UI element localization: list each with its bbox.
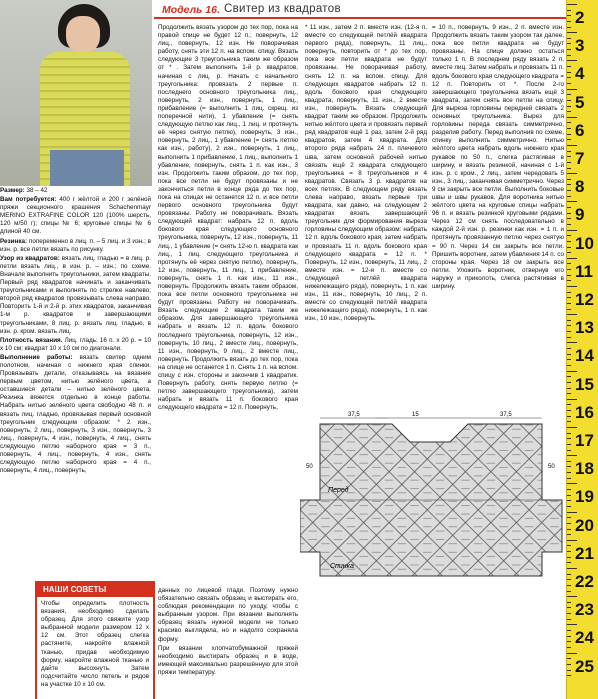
ruler-tick-minor <box>567 359 571 360</box>
schematic-svg <box>300 408 566 584</box>
model-photo <box>0 0 152 186</box>
ruler-tick-minor <box>567 348 571 349</box>
ruler-tick-minor <box>567 156 571 157</box>
ruler-tick-minor <box>567 376 571 377</box>
ruler-number: 3 <box>575 36 585 56</box>
ruler-tick-major <box>567 540 577 541</box>
ruler-tick-minor <box>567 574 571 575</box>
ruler-tick-minor <box>567 607 571 608</box>
ruler-tick-minor <box>567 466 571 467</box>
ruler-tick-minor <box>567 421 571 422</box>
ruler-tick-major <box>567 4 577 5</box>
ruler-tick-minor <box>567 292 571 293</box>
tips-text-block <box>41 600 149 699</box>
ruler-tick-major <box>567 230 577 231</box>
ruler-tick-minor <box>567 613 571 614</box>
ruler-tick-minor <box>567 675 571 676</box>
ruler-tick-major <box>567 173 577 174</box>
ruler-tick-minor <box>567 647 571 648</box>
ruler-tick-minor <box>567 450 571 451</box>
ruler-tick-major <box>567 258 577 259</box>
ruler-tick-major <box>567 314 577 315</box>
ruler-tick-major <box>567 455 577 456</box>
ruler-tick-minor <box>567 139 571 140</box>
ruler-tick-minor <box>567 309 571 310</box>
ruler-tick-minor <box>567 523 571 524</box>
ruler-tick-major <box>567 201 577 202</box>
ruler-number: 10 <box>575 233 594 253</box>
ruler-tick-minor <box>567 213 571 214</box>
ruler-tick-minor <box>567 134 571 135</box>
pattern-label: Узор из квадратов: <box>0 254 60 262</box>
ruler-tick-minor <box>567 128 571 129</box>
label-front: Перед <box>328 487 349 494</box>
ruler-tick-minor <box>567 658 571 659</box>
instructions-column-2 <box>158 24 298 579</box>
ruler-tick-minor <box>567 331 571 332</box>
ruler-tick-minor <box>567 416 571 417</box>
ruler-tick-minor <box>567 562 571 563</box>
ruler-tick-minor <box>567 280 571 281</box>
materials-label: Вам потребуется: <box>0 196 57 204</box>
column-2-text: Продолжить вязать узором до тех пор, пока на правой спице не будет 12 п.; повернуть, 12 лиц., повернуть, 12 изн. Не поворачивая работу, снять эти 12 п. на вспом. спицу. Вязать следующие 3 треугольника таким же образом от * . Затем выполнить 1-й р. квадратов, начиная с лиц. р. Начать с начального треугольника: провязать 2 первые п. последнего основного треугольника лиц., повернуть, 2 изн., повернуть, 1 лиц., прибавление (= выполнить 1 лиц. скрещ. из поперечной нити), 1 убавление (= снять следующую петлю как лиц., 1 лиц. и протянуть её через снятую петлю), повернуть, 3 изн., повернуть, 2 лиц., 1 убавление (= снять петлю как изн., работу), 2 изн., повернуть, 1 лиц., выполнить 1 прибавление, 1 лиц., выполнить 1 убавление, повернуть, снять 1 п. как изн., 3 изн. Продолжить таким образом, до тех пор, пока все петли не будут провязаны и не закончиться петли в конце ряда до тех пор, пока на спицах не останется 12 п. и все петли первого основного треугольника будут провязаны. Работу не поворачивать. Вязать следующий квадрат: набрать 12 п. вдоль бокового края следующего основного треугольника, повернуть, 12 изн., повернуть, 11 лиц., 1 убавление (= снять 12-ю п. квадрата как лиц., 1 лиц. следующего треугольника и протянуть её через снятую петлю), повернуть, 12 изн., повернуть, 11 лиц., 1 прибавление, повернуть, снять 1 п. как изн., 11 изн., повернуть. Продолжить вязать таким образом, пока все петли основного треугольника не будут провязаны. Работу не поворачивать. Вязать следующие 2 квадрата таким же образом. Для завершающего треугольника набрать и вязать 12 п. вдоль бокового последнего треугольника, повернуть, 12 изн., повернуть, 10 лиц., 2 вместе лиц., повернуть, 11 изн., повернуть, 9 лиц., 2 вместе лиц., повернуть. Продолжить вязать до тех пор, пока на спице не останется 1 п. Снять 1 п. на вспом. спицу с изн. стороны и закончив 1 квадратик. Повернуть работу, снять первую петлю (= петлю завершающего треугольника), затем набрать и вязать 11 п. бокового края следующего квадрата = 12 п. Повернуть, <box>158 24 298 412</box>
ruler-tick-minor <box>567 393 571 394</box>
page-header <box>154 0 566 20</box>
model-number: Модель 16. <box>162 4 220 16</box>
ruler-tick-minor <box>567 168 571 169</box>
instructions-column-1: Размер: 38 – 42 Вам потребуется: 400 г жёлтой и 200 г зелёной пряжи секционного крашения Schachenmayr MERINO EXTRAFINE COLOR 120 (100% шерсть, 120 м/50 г); спицы № 6; круговые спицы № 6 длиной 40 см. Резинка: попеременно в лиц. п. – 5 лиц. и 3 изн.; в изн. р. все петли вязать по рисунку. Узор из квадратов: вязать лиц. гладью = в лиц. р. петли вязать лиц., в изн. р. – изн.; по схеме. Вначале выполнить треугольники, затем квадраты. Первый ряд квадратов начинать и заканчивать треугольниками и выполнять по стрелке навлево; второй ряд квадратов провязывать слева направо. Повторить 1-й и 2-й р. этих квадратов, заканчивая 1-м р. квадратов и завершающими треугольниками, 8 лиц. р. вязать лиц. гладью, в изн. р. кром. вязать лиц. Плотность вязания. Лиц. гладь: 16 п. x 20 р. = 10 x 10 см; квадрат 10 x 10 см по диагонали. Выполнение работы: вязать свитер одним полотном, начиная с нижнего края спинки. Провязывать детали, отказываясь на вязание первым цветом, нитью зелёного цвета, а оставшиеся детали – нитью зелёного цвета. Резинка вяжется отдельно в конце работы. Набрать нитью зелёного цвета свободно 48 п. и вязать лиц. гладью, провязывая первый основной треугольник следующим образом: * 2 изн., повернуть, 2 лиц., повернуть, 3 изн., повернуть, 3 лиц., повернуть, 4 изн., повернуть, 4 лиц., снять следующую петлю наборного края = 3 п., повернуть, 4 лиц., повернуть, 4 изн., снять следующую петлю наборного края = 4 п., повернуть, 4 лиц., повернуть, <box>0 187 151 475</box>
instructions-column-4 <box>432 24 564 402</box>
ruler-tick-minor <box>567 664 571 665</box>
ruler-tick-minor <box>567 162 571 163</box>
ruler-tick-major <box>567 286 577 287</box>
ruler-tick-major <box>567 60 577 61</box>
tips-box <box>35 581 155 699</box>
ruler-tick-minor <box>567 320 571 321</box>
ruler-tick-minor <box>567 21 571 22</box>
ruler-tick-major <box>567 342 577 343</box>
ruler-tick-minor <box>567 15 571 16</box>
ruler-number: 16 <box>575 402 594 422</box>
ruler-tick-minor <box>567 529 571 530</box>
ruler-number: 21 <box>575 543 594 563</box>
ruler-number: 2 <box>575 8 585 27</box>
ruler-tick-minor <box>567 235 571 236</box>
ruler-number: 12 <box>575 290 594 309</box>
ruler-tick-major <box>567 512 577 513</box>
ruler-number: 23 <box>575 600 594 620</box>
ruler-tick-minor <box>567 269 571 270</box>
ruler-tick-minor <box>567 72 571 73</box>
ruler-tick-minor <box>567 303 571 304</box>
ruler-tick-minor <box>567 218 571 219</box>
dim-side-1: 50 <box>306 464 313 470</box>
ruler-tick-minor <box>567 297 571 298</box>
ruler-number: 9 <box>575 205 585 225</box>
ruler-tick-minor <box>567 27 571 28</box>
ruler-tick-minor <box>567 247 571 248</box>
ruler-number: 11 <box>575 261 593 281</box>
ruler-tick-minor <box>567 382 571 383</box>
ruler-tick-minor <box>567 478 571 479</box>
tips-title: НАШИ СОВЕТЫ <box>43 585 107 594</box>
ruler-tick-major <box>567 568 577 569</box>
ruler-tick-minor <box>567 619 571 620</box>
dim-top-right: 37,5 <box>500 412 512 418</box>
ruler-tick-minor <box>567 207 571 208</box>
ruler-number: 19 <box>575 487 594 507</box>
ruler-tick-minor <box>567 438 571 439</box>
ruler-number: 13 <box>575 318 594 338</box>
dim-side-2: 50 <box>548 464 555 470</box>
ruler-tick-minor <box>567 122 571 123</box>
ruler-tick-minor <box>567 585 571 586</box>
ruler-tick-major <box>567 399 577 400</box>
ruler-tick-minor <box>567 602 571 603</box>
ruler-tick-minor <box>567 444 571 445</box>
ruler-tick-minor <box>567 224 571 225</box>
ruler-tick-minor <box>567 404 571 405</box>
ruler-number: 14 <box>575 346 594 366</box>
label-back: Спинка <box>330 563 354 570</box>
ruler-tick-minor <box>567 49 571 50</box>
ruler-tick-minor <box>567 557 571 558</box>
ruler-tick-major <box>567 145 577 146</box>
dim-top-left: 37,5 <box>348 412 360 418</box>
ruler-tick-minor <box>567 495 571 496</box>
ruler-tick-minor <box>567 184 571 185</box>
ruler-tick-minor <box>567 591 571 592</box>
ruler-tick-minor <box>567 354 571 355</box>
ruler-tick-minor <box>567 241 571 242</box>
ruler-tick-major <box>567 483 577 484</box>
tips-text: Чтобы определить плотность вязания, необходимо сделать образец. Для этого свяжите узор выбранной модели размером 12 x 12 см. Этот образец слегка растяните, накройте влажной тканью, придав необходимую форму, накройте влажной тканью и дайте высохнуть. Затем подсчитайте число петель и рядов на участке 10 x 10 см. <box>41 600 149 688</box>
bottom-tip-1: данных по лицевой глади. Поэтому нужно обязательно связать образец и выстирать его, соблюдая рекомендации по уходу, чтобы с выбранным узором. При вязании выполнять образец вязать нужной модели не только красиво выглядела, но и надолго сохраняла форму. <box>158 587 298 643</box>
rib-label: Резинка: <box>0 237 28 245</box>
ruler-tick-minor <box>567 55 571 56</box>
ruler-number: 5 <box>575 92 585 112</box>
bottom-tips-continuation <box>158 587 298 699</box>
ruler-tick-major <box>567 653 577 654</box>
schematic-diagram <box>300 408 566 584</box>
ruler-number: 18 <box>575 459 594 479</box>
ruler-number: 25 <box>575 656 594 676</box>
ruler-tick-minor <box>567 275 571 276</box>
ruler-tick-minor <box>567 670 571 671</box>
ruler-number: 20 <box>575 515 594 535</box>
ruler-tick-minor <box>567 506 571 507</box>
ruler-tick-major <box>567 624 577 625</box>
ruler-tick-minor <box>567 641 571 642</box>
ruler-tick-minor <box>567 500 571 501</box>
ruler-tick-minor <box>567 630 571 631</box>
ruler-tick-minor <box>567 106 571 107</box>
ruler-tick-minor <box>567 337 571 338</box>
ruler-tick-major <box>567 32 577 33</box>
ruler-tick-minor <box>567 461 571 462</box>
ruler-tick-minor <box>567 489 571 490</box>
ruler-tick-minor <box>567 410 571 411</box>
ruler-tick-minor <box>567 388 571 389</box>
ruler-tick-minor <box>567 325 571 326</box>
ruler-number: 4 <box>575 64 585 84</box>
ruler-tick-minor <box>567 534 571 535</box>
ruler-tick-minor <box>567 433 571 434</box>
ruler-tick-major <box>567 89 577 90</box>
page-title: Свитер из квадратов <box>224 3 341 15</box>
ruler-number: 17 <box>575 431 594 450</box>
ruler-number: 7 <box>575 149 585 168</box>
ruler-tick-major <box>567 596 577 597</box>
ruler-number: 15 <box>575 374 594 394</box>
ruler-tick-major <box>567 117 577 118</box>
ruler-tick-minor <box>567 38 571 39</box>
ruler-tick-major <box>567 427 577 428</box>
ruler-tick-minor <box>567 551 571 552</box>
ruler-number: 6 <box>575 120 585 140</box>
work-label: Выполнение работы: <box>0 353 73 361</box>
ruler-tick-minor <box>567 472 571 473</box>
instructions-column-3 <box>305 24 427 402</box>
column-3-text: * 11 изн., затем 2 п. вместе изн. (12-я п. вместе со следующей петлёй квадрата первого ряда), повернуть, 11 лиц., повернуть, повторить от * до тех пор, пока все петли квадрата не будут провязаны. Не поворачивая работу, снять 12 п. на вспом. спицу. Для следующих квадратов набрать 12 п. вдоль бокового края следующего квадрата, повернуть, 11 изн., 2 вместе изн., повернуть. Вязать следующий квадрат таким же образом. Продолжить нитью жёлтого цвета и провязать первый ряд квадратов ещё 1 раз, затем 2-й ряд квадратов, затем 4 квадрата. Для второго ряда набрать 24 п. плечевого шва, затем основной рабочей нитью связать ещё 2 квадрата следующего треугольника = 8 треугольников и 4 квадратов. Связать 3 р. квадратов на всех петлях. В следующем ряду вязать слева направо, вязать первые три квадрата, как давно, на следующем 2 квадратах вязать завершающий треугольник для формирования выреза горловины следующим образом: набрать 12 п. вдоль бокового края, затем набрать и провязать 11 п. вдоль бокового края следующего квадрата = 12 п. * Повернуть, 12 изн., повернуть, 11 лиц., 2 вместе изн. = 12-я п. вместе со следующей петлёй квадрата нижележащего ряда), повернуть, 1 п. как изн., 11 изн., повернуть, 10 лиц., 2 п. вместе со следующей петлёй квадрата нижележащего ряда), повернуть, 1 п. как изн., 10 изн., повернуть. <box>305 24 427 323</box>
ruler-tick-minor <box>567 94 571 95</box>
ruler-tick-minor <box>567 196 571 197</box>
size-label: Размер: <box>0 187 25 194</box>
measuring-ruler <box>566 0 598 699</box>
ruler-tick-minor <box>567 83 571 84</box>
dim-top-mid: 15 <box>412 412 419 418</box>
ruler-tick-minor <box>567 190 571 191</box>
ruler-tick-major <box>567 371 577 372</box>
header-underline <box>154 17 566 19</box>
ruler-number: 24 <box>575 628 594 648</box>
ruler-tick-minor <box>567 10 571 11</box>
column-4-text: = 10 п., повернуть, 9 изн., 2 п. вместе изн. Продолжить вязать таким узором так далее, пока все петли квадрата не будут провязаны. На спице должно остаться только 1 п. В последнем ряду вязать 2 п. вместе лиц. Затем набрать и провязать 11 п. вдоль бокового края следующего квадрата = 12 п. Повторить от *. После 2-го завершающего треугольника вязать ещё 3 квадрата, затем снять все петли на спицу. Для выреза горловины передней связать 2 основных треугольника. Вырез для горловины переда связать симметрично, разделив работу. Перед выполнив по схеме, спинку выполнить симметрично. Нитью жёлтого цвета набрать вдоль нижнего края рукавов по 50 п., слегка растягивая в ширину, и вязать резинкой, начиная с 1-й изн. р. с кром., 2 лиц., затем чередовать 5 изн., 3 лиц., заканчивая симметрично. Через 9 см закрыть все петли. Выполнить боковые швы и швы рукавов. Для воротника нитью жёлтого цвета на круговые спицы набрать 96 п. и вязать резинкой круговыми рядами. Через 12 см снять последовательно в каждой 2-й изн. р. резинки как изн. = 1 п. и протянуть провязанную петлю через снятую = 90 п. Через 14 см закрыть все петли. Пришить воротник, затем убавления 14 п. со стороны края. Через 18 см закрыть все петли. Уложить воротник, отвернув его наружу и приколоть, слегка растягивая в ширину. <box>432 24 564 290</box>
ruler-tick-minor <box>567 263 571 264</box>
ruler-tick-minor <box>567 43 571 44</box>
ruler-tick-minor <box>567 77 571 78</box>
ruler-tick-minor <box>567 545 571 546</box>
bottom-tip-2: При вязании хлопчатобумажной пряжей необходимо выстирать образец и в воде, имеющей максимально разрешённую для этой пряжи температуру. <box>158 644 298 676</box>
ruler-tick-minor <box>567 252 571 253</box>
ruler-tick-minor <box>567 111 571 112</box>
ruler-number: 22 <box>575 572 594 591</box>
ruler-tick-minor <box>567 517 571 518</box>
ruler-tick-minor <box>567 100 571 101</box>
ruler-tick-minor <box>567 66 571 67</box>
ruler-tick-minor <box>567 579 571 580</box>
ruler-tick-minor <box>567 179 571 180</box>
ruler-number: 8 <box>575 177 585 197</box>
density-label: Плотность вязания. <box>0 336 63 344</box>
ruler-tick-minor <box>567 365 571 366</box>
ruler-tick-minor <box>567 151 571 152</box>
ruler-tick-minor <box>567 636 571 637</box>
